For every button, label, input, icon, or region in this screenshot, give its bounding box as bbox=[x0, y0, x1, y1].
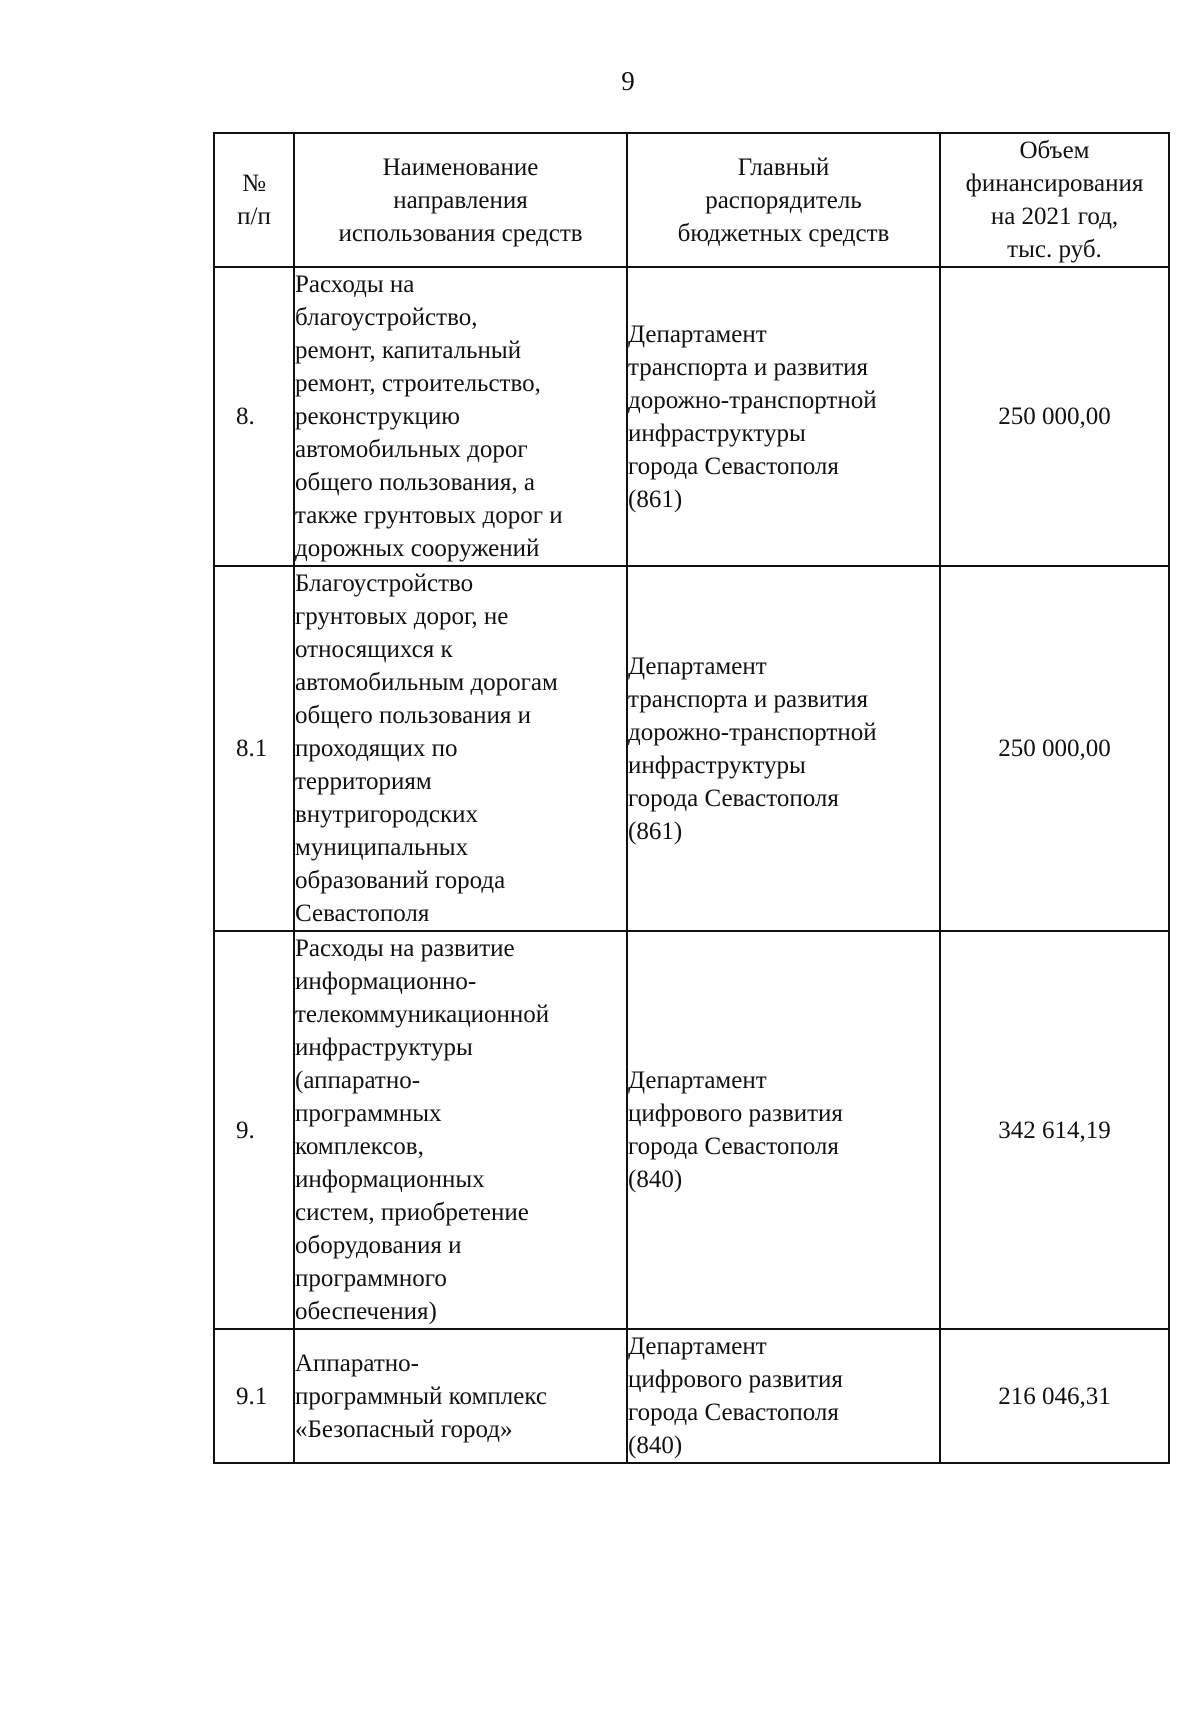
header-volume bbox=[940, 133, 1169, 267]
row-manager-line: города Севастополя bbox=[628, 452, 839, 480]
row-name-cell bbox=[294, 931, 627, 1329]
row-num: 9.1 bbox=[236, 1382, 268, 1410]
row-name-line: Благоустройство bbox=[295, 570, 474, 597]
row-name-line: внутригородских bbox=[295, 801, 479, 828]
row-manager-line: Департамент bbox=[628, 652, 767, 680]
header-volume-line: Объем bbox=[1019, 137, 1090, 164]
header-manager-line: бюджетных средств bbox=[677, 219, 890, 247]
row-manager-line: (861) bbox=[628, 485, 683, 513]
row-manager-cell bbox=[627, 566, 940, 931]
row-num: 8. bbox=[236, 403, 255, 430]
row-manager-line: инфраструктуры bbox=[628, 751, 806, 779]
row-manager-line: Департамент bbox=[628, 320, 767, 348]
row-name-line: общего пользования и bbox=[295, 702, 532, 729]
row-manager-line: цифрового развития bbox=[628, 1100, 843, 1127]
row-name-cell bbox=[294, 566, 627, 931]
table-row bbox=[214, 1329, 1169, 1463]
row-name-line: инфраструктуры bbox=[295, 1034, 473, 1061]
row-name-line: дорожных сооружений bbox=[295, 535, 540, 562]
row-name-line: «Безопасный город» bbox=[295, 1415, 513, 1443]
header-name-line: направления bbox=[393, 186, 528, 214]
row-manager-cell bbox=[627, 931, 940, 1329]
header-num-line: № bbox=[242, 170, 266, 197]
header-name bbox=[294, 133, 627, 267]
row-manager-line: (861) bbox=[628, 817, 683, 845]
row-name-line: автомобильных дорог bbox=[295, 436, 528, 463]
row-amount: 216 046,31 bbox=[940, 1329, 1169, 1463]
header-num-line: п/п bbox=[237, 203, 271, 230]
row-manager-cell bbox=[627, 267, 940, 566]
page-number: 9 bbox=[621, 66, 635, 96]
row-manager-line: города Севастополя bbox=[628, 784, 839, 812]
row-name-line: образований города bbox=[295, 867, 506, 894]
row-manager-line: дорожно-транспортной bbox=[628, 386, 877, 414]
row-name-line: программных bbox=[295, 1100, 442, 1127]
row-num: 8.1 bbox=[236, 735, 268, 762]
header-manager bbox=[627, 133, 940, 267]
row-name-line: автомобильным дорогам bbox=[295, 669, 558, 696]
row-manager-line: города Севастополя bbox=[628, 1399, 839, 1426]
row-name-line: Севастополя bbox=[295, 900, 430, 927]
table-row bbox=[214, 267, 1169, 566]
row-name-line: относящихся к bbox=[295, 636, 453, 663]
row-name-line: программный комплекс bbox=[295, 1382, 547, 1410]
row-name-line: оборудования и bbox=[295, 1232, 462, 1259]
row-manager-line: дорожно-транспортной bbox=[628, 718, 877, 746]
row-name-line: телекоммуникационной bbox=[295, 1001, 550, 1028]
row-manager-line: (840) bbox=[628, 1166, 683, 1193]
row-amount: 250 000,00 bbox=[940, 267, 1169, 566]
header-volume-line: тыс. руб. bbox=[1007, 236, 1102, 263]
row-name-line: информационно- bbox=[295, 968, 477, 995]
row-name-line: Расходы на развитие bbox=[295, 935, 515, 962]
row-name-line: ремонт, капитальный bbox=[295, 337, 522, 364]
row-name-line: муниципальных bbox=[295, 834, 469, 861]
row-name-line: систем, приобретение bbox=[295, 1199, 529, 1226]
row-manager-line: города Севастополя bbox=[628, 1133, 839, 1160]
row-manager-line: инфраструктуры bbox=[628, 419, 806, 447]
row-name-line: ремонт, строительство, bbox=[295, 370, 541, 397]
table-header-row bbox=[214, 133, 1169, 267]
row-name-cell bbox=[294, 267, 627, 566]
row-name-line: проходящих по bbox=[295, 735, 458, 762]
row-name-line: информационных bbox=[295, 1166, 485, 1193]
header-name-line: использования средств bbox=[338, 219, 583, 247]
row-num-cell bbox=[214, 566, 294, 931]
header-name-line: Наименование bbox=[382, 153, 539, 181]
row-manager-line: транспорта и развития bbox=[628, 685, 869, 713]
row-manager-line: Департамент bbox=[628, 1333, 767, 1360]
row-manager-line: цифрового развития bbox=[628, 1366, 843, 1393]
table-row bbox=[214, 931, 1169, 1329]
row-name-line: комплексов, bbox=[295, 1133, 424, 1160]
row-manager-line: (840) bbox=[628, 1432, 683, 1459]
row-num: 9. bbox=[236, 1116, 255, 1144]
header-volume-line: финансирования bbox=[965, 170, 1144, 197]
row-name-cell bbox=[294, 1329, 627, 1463]
row-manager-line: транспорта и развития bbox=[628, 353, 869, 381]
row-manager-line: Департамент bbox=[628, 1067, 767, 1094]
row-name-line: благоустройство, bbox=[295, 304, 478, 331]
row-name-line: территориям bbox=[295, 768, 432, 795]
row-name-line: также грунтовых дорог и bbox=[295, 502, 563, 529]
row-manager-cell bbox=[627, 1329, 940, 1463]
row-name-line: Аппаратно- bbox=[295, 1349, 419, 1377]
row-name-line: обеспечения) bbox=[295, 1298, 437, 1325]
row-name-line: грунтовых дорог, не bbox=[295, 603, 509, 630]
row-name-line: общего пользования, а bbox=[295, 469, 536, 496]
header-manager-line: распорядитель bbox=[705, 186, 862, 214]
row-num-cell bbox=[214, 1329, 294, 1463]
row-name-line: реконструкцию bbox=[295, 403, 460, 430]
row-amount: 250 000,00 bbox=[940, 566, 1169, 931]
row-num-cell bbox=[214, 931, 294, 1329]
header-num bbox=[214, 133, 294, 267]
row-name-line: программного bbox=[295, 1265, 447, 1292]
row-num-cell bbox=[214, 267, 294, 566]
row-name-line: Расходы на bbox=[295, 271, 415, 298]
row-amount: 342 614,19 bbox=[940, 931, 1169, 1329]
budget-table bbox=[213, 132, 1170, 1464]
header-manager-line: Главный bbox=[737, 153, 830, 181]
row-name-line: (аппаратно- bbox=[295, 1067, 421, 1094]
header-volume-line: на 2021 год, bbox=[990, 203, 1119, 230]
table-row bbox=[214, 566, 1169, 931]
